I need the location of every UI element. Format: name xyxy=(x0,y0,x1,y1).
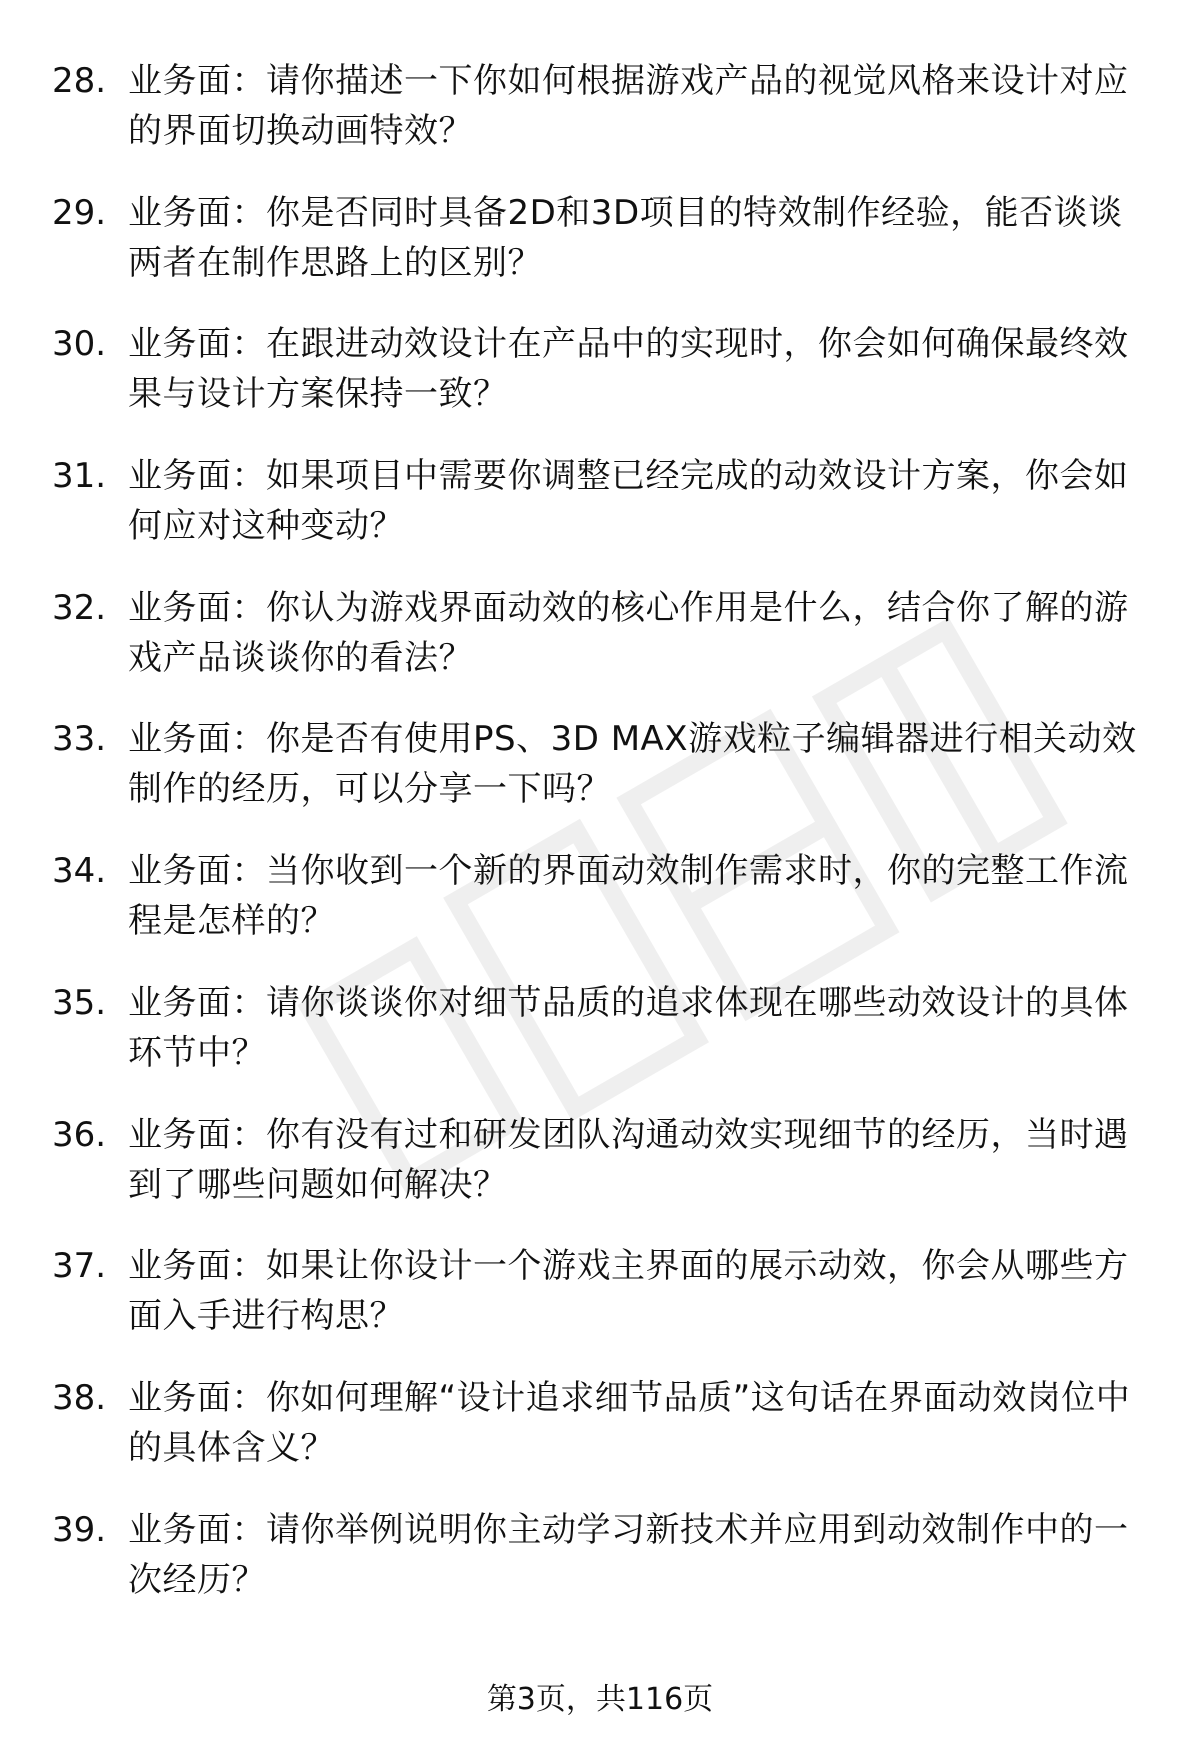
question-text: 业务面：你认为游戏界面动效的核心作用是什么，结合你了解的游戏产品谈谈你的看法？ xyxy=(128,587,1129,678)
question-number: 28. xyxy=(52,61,107,101)
question-item xyxy=(0,583,1200,715)
question-text: 业务面：你如何理解“设计追求细节品质”这句话在界面动效岗位中的具体含义？ xyxy=(128,1377,1131,1468)
page-footer xyxy=(0,1680,1200,1720)
question-text: 业务面：当你收到一个新的界面动效制作需求时，你的完整工作流程是怎样的？ xyxy=(128,851,1129,942)
question-number: 31. xyxy=(52,456,107,497)
question-number: 34. xyxy=(52,851,107,892)
question-number: 39. xyxy=(52,1509,107,1550)
question-text: 业务面：如果项目中需要你调整已经完成的动效设计方案，你会如何应对这种变动？ xyxy=(128,456,1129,547)
question-item xyxy=(0,319,1200,451)
question-item xyxy=(0,978,1200,1110)
question-text: 业务面：请你举例说明你主动学习新技术并应用到动效制作中的一次经历？ xyxy=(128,1509,1129,1600)
question-item xyxy=(0,1505,1200,1637)
question-text: 业务面：你是否同时具备2D和3D项目的特效制作经验，能否谈谈两者在制作思路上的区别？ xyxy=(128,192,1123,283)
question-item xyxy=(0,1110,1200,1242)
question-text: 业务面：在跟进动效设计在产品中的实现时，你会如何确保最终效果与设计方案保持一致？ xyxy=(128,324,1129,415)
question-number: 32. xyxy=(52,587,107,628)
question-item xyxy=(0,188,1200,320)
question-text: 业务面：请你描述一下你如何根据游戏产品的视觉风格来设计对应的界面切换动画特效？ xyxy=(128,61,1129,151)
question-text: 业务面：你有没有过和研发团队沟通动效实现细节的经历，当时遇到了哪些问题如何解决？ xyxy=(128,1114,1129,1205)
question-number: 35. xyxy=(52,982,107,1023)
question-number: 33. xyxy=(52,719,107,760)
question-item xyxy=(0,56,1200,188)
question-item xyxy=(0,714,1200,846)
question-text: 业务面：请你谈谈你对细节品质的追求体现在哪些动效设计的具体环节中？ xyxy=(128,982,1129,1073)
question-list xyxy=(0,56,1200,1636)
question-item xyxy=(0,1373,1200,1505)
question-item xyxy=(0,846,1200,978)
question-number: 38. xyxy=(52,1377,107,1418)
question-item xyxy=(0,1241,1200,1373)
question-text: 业务面：如果让你设计一个游戏主界面的展示动效，你会从哪些方面入手进行构思？ xyxy=(128,1246,1129,1337)
question-number: 37. xyxy=(52,1246,107,1287)
question-number: 29. xyxy=(52,192,107,233)
page-number-label: 第3页，共116页 xyxy=(486,1682,714,1717)
question-number: 30. xyxy=(52,324,107,365)
question-text: 业务面：你是否有使用PS、3D MAX游戏粒子编辑器进行相关动效制作的经历，可以分享一下吗？ xyxy=(128,719,1137,810)
question-number: 36. xyxy=(52,1114,107,1155)
question-item xyxy=(0,451,1200,583)
